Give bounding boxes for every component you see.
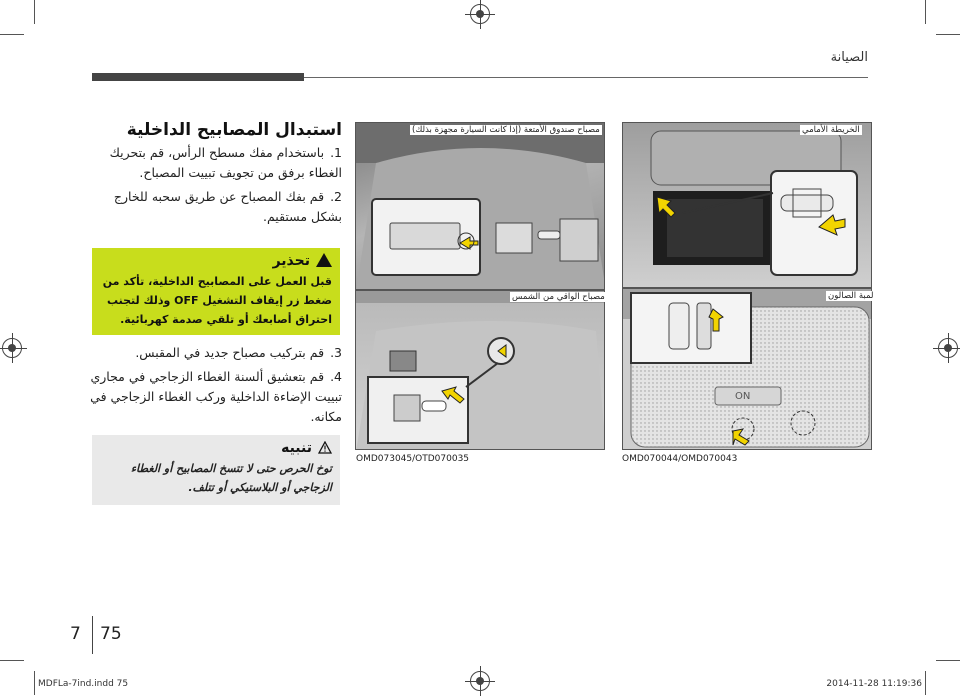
crop-mark: [925, 0, 926, 24]
crop-mark: [34, 0, 35, 24]
header-rule-accent: [92, 73, 304, 81]
room-lamp-illustration: [623, 289, 872, 450]
registration-mark-icon: [470, 671, 490, 691]
map-lamp-illustration: [623, 123, 872, 288]
crop-mark: [936, 34, 960, 35]
figure-code-left: OMD073045/OTD070035: [356, 454, 470, 464]
crop-mark: [925, 671, 926, 695]
vanity-lamp-illustration: [356, 291, 605, 450]
footer-file-name: MDFLa-7ind.indd 75: [38, 679, 129, 689]
footer-datetime: 2014-11-28 11:19:36: [826, 679, 922, 689]
section-title: الصيانة: [830, 50, 868, 65]
warning-icon: [316, 253, 332, 267]
map-lamp-photo: [622, 122, 872, 288]
luggage-lamp-caption: مصباح صندوق الأمتعة (إذا كانت السيارة مجهزة بذلك): [412, 125, 600, 135]
room-lamp-caption: لمبة الصالون: [828, 291, 874, 301]
vanity-lamp-photo: [355, 290, 605, 450]
on-switch-label: ON: [735, 391, 751, 402]
list-item: 3.قم بتركيب مصباح جديد في المقبس.: [135, 345, 342, 360]
notice-text: توخ الحرص حتى لا تتسخ المصابيح أو الغطاء الزجاجي أو البلاستيكي أو تتلف.: [130, 462, 332, 494]
warning-text: قبل العمل على المصابيح الداخلية، تأكد من ضغط زر إيقاف التشغيل OFF وذلك لتجنب احتراق أصابعك أو تلقي صدمة كهربائية.: [102, 275, 332, 326]
warning-box: تحذير قبل العمل على المصابيح الداخلية، تأكد من ضغط زر إيقاف التشغيل OFF وذلك لتجنب احتراق أصابعك أو تلقي صدمة كهربائية.: [92, 248, 340, 335]
registration-mark-icon: [938, 338, 958, 358]
figure-code-right: OMD070044/OMD070043: [622, 454, 738, 464]
steps-list: [86, 143, 342, 231]
crop-mark: [0, 34, 24, 35]
crop-mark: [34, 671, 35, 695]
luggage-lamp-photo: [355, 122, 605, 290]
page-heading: استبدال المصابيح الداخلية: [126, 120, 342, 140]
notice-box: تنبيه توخ الحرص حتى لا تتسخ المصابيح أو الغطاء الزجاجي أو البلاستيكي أو تتلف.: [92, 435, 340, 505]
page-number-divider: [92, 616, 93, 654]
luggage-lamp-illustration: [356, 123, 605, 290]
registration-mark-icon: [2, 338, 22, 358]
chapter-number: 7: [70, 624, 81, 644]
list-item: 1.باستخدام مفك مسطح الرأس، قم بتحريك الغطاء برفق من تجويف تبييت المصباح.: [109, 145, 342, 180]
crop-mark: [936, 660, 960, 661]
room-lamp-photo: [622, 288, 872, 450]
registration-mark-icon: [470, 4, 490, 24]
steps-list-continued: [86, 343, 342, 431]
crop-mark: [0, 660, 24, 661]
list-item: 4.قم بتعشيق ألسنة الغطاء الزجاجي في مجاري تبييت الإضاءة الداخلية وركب الغطاء الزجاجي في مكانه.: [90, 369, 342, 424]
map-lamp-caption: الخريطة الأمامي: [802, 125, 860, 135]
caution-icon: [318, 441, 332, 454]
list-item: 2.قم بفك المصباح عن طريق سحبه للخارج بشكل مستقيم.: [113, 189, 342, 224]
page-number: 75: [100, 624, 122, 644]
vanity-lamp-caption: مصباح الواقي من الشمس: [512, 292, 605, 302]
